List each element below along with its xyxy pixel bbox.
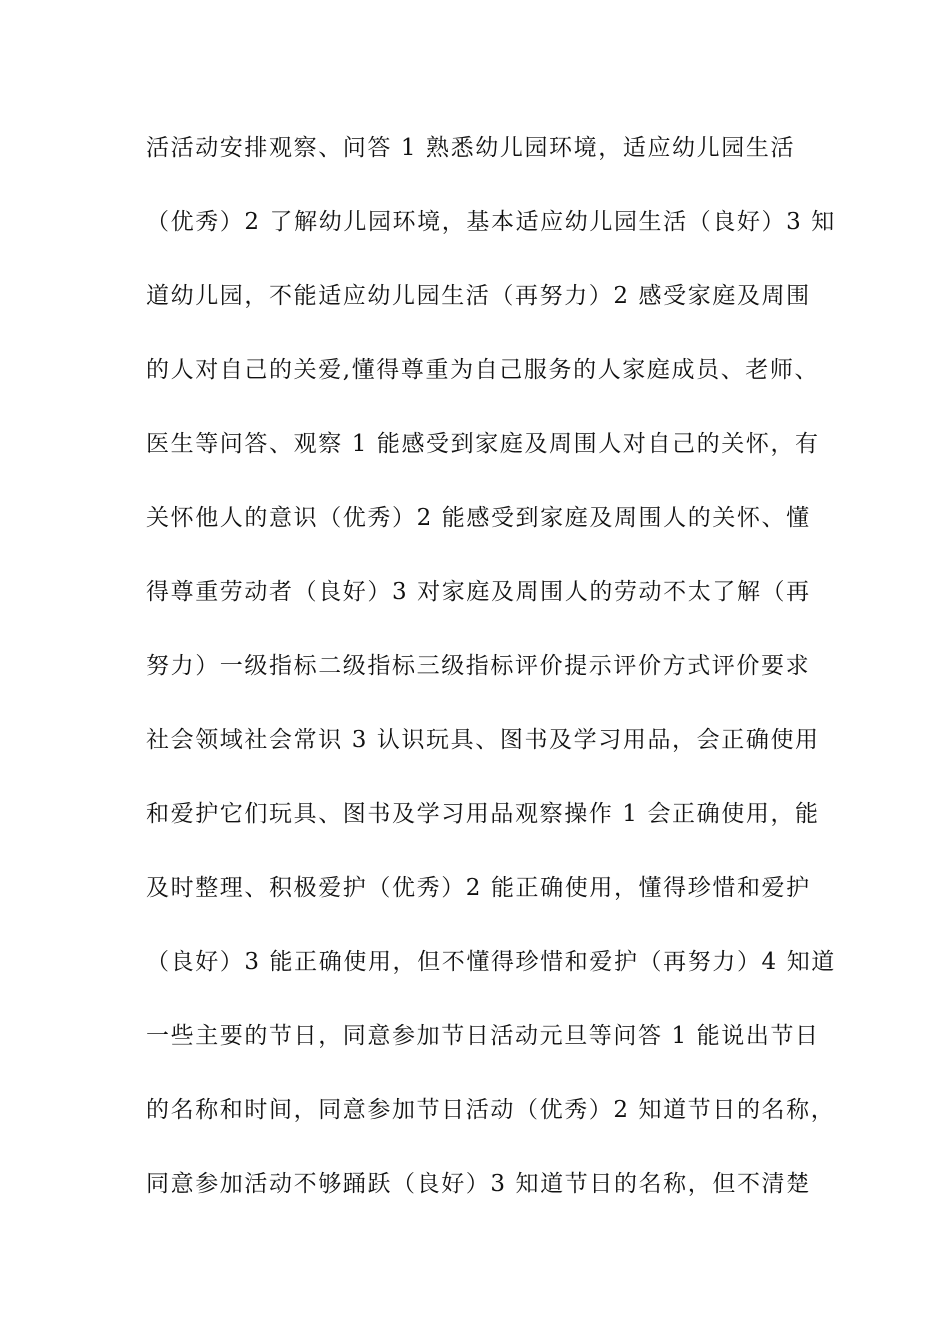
text-line-11: 及时整理、积极爱护（优秀）2 能正确使用，懂得珍惜和爱护 (146, 875, 811, 901)
text-line-14: 的名称和时间，同意参加节日活动（优秀）2 知道节日的名称， (146, 1097, 836, 1123)
text-line-2: （优秀）2 了解幼儿园环境，基本适应幼儿园生活（良好）3 知 (146, 209, 836, 235)
text-line-12: （良好）3 能正确使用，但不懂得珍惜和爱护（再努力）4 知道 (146, 949, 836, 975)
text-line-6: 关怀他人的意识（优秀）2 能感受到家庭及周围人的关怀、懂 (146, 505, 811, 531)
text-line-5: 医生等问答、观察 1 能感受到家庭及周围人对自己的关怀，有 (146, 431, 820, 457)
body-text (146, 130, 836, 1240)
text-line-15: 同意参加活动不够踊跃（良好）3 知道节日的名称，但不清楚 (146, 1171, 811, 1197)
text-line-10: 和爱护它们玩具、图书及学习用品观察操作 1 会正确使用，能 (146, 801, 820, 827)
text-line-4: 的人对自己的关爱,懂得尊重为自己服务的人家庭成员、老师、 (146, 357, 820, 383)
text-line-9: 社会领域社会常识 3 认识玩具、图书及学习用品，会正确使用 (146, 727, 820, 753)
text-line-13: 一些主要的节日，同意参加节日活动元旦等问答 1 能说出节日 (146, 1023, 820, 1049)
text-line-1: 活活动安排观察、问答 1 熟悉幼儿园环境，适应幼儿园生活 (146, 135, 796, 161)
text-line-8: 努力）一级指标二级指标三级指标评价提示评价方式评价要求 (146, 653, 811, 679)
text-line-3: 道幼儿园，不能适应幼儿园生活（再努力）2 感受家庭及周围 (146, 283, 811, 309)
text-line-7: 得尊重劳动者（良好）3 对家庭及周围人的劳动不太了解（再 (146, 579, 811, 605)
